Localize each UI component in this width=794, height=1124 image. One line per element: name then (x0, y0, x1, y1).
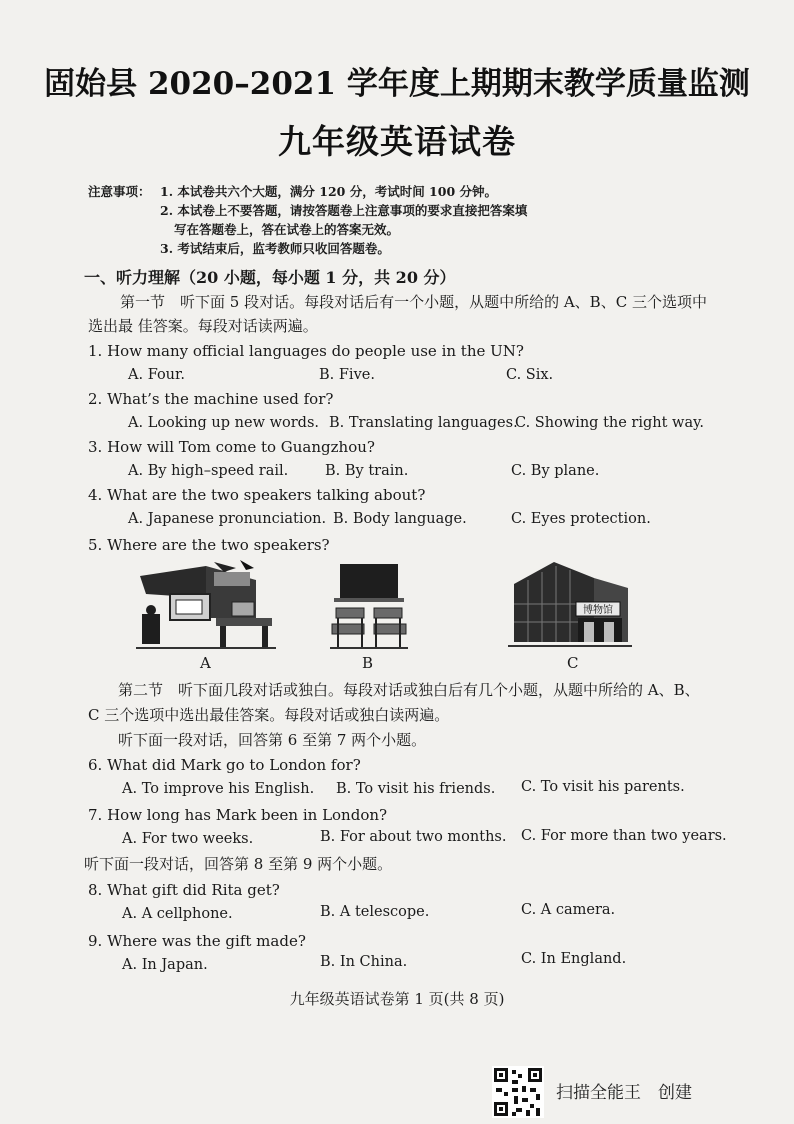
option-6a: A. To improve his English. (122, 781, 315, 797)
question-2: 2. What’s the machine used for? (88, 390, 334, 408)
museum-illustration (508, 558, 632, 650)
question-6: 6. What did Mark go to London for? (88, 756, 361, 774)
exam-title: 固始县 2020–2021 学年度上期期末教学质量监测 (44, 66, 750, 102)
option-3c: C. By plane. (511, 463, 600, 479)
option-4c: C. Eyes protection. (511, 511, 651, 527)
option-4b: B. Body language. (333, 511, 467, 527)
option-6c: C. To visit his parents. (521, 779, 685, 795)
option-8c: C. A camera. (521, 902, 616, 918)
picture-label-b: B (362, 654, 374, 672)
option-3b: B. By train. (325, 463, 409, 479)
instruction-q6-q7: 听下面一段对话，回答第 6 至第 7 两个小题。 (118, 731, 427, 749)
option-3a: A. By high–speed rail. (128, 463, 289, 479)
option-1b: B. Five. (319, 367, 375, 383)
part1-instruction-line1: 第一节 听下面 5 段对话。每段对话后有一个小题，从题中所给的 A、B、C 三个选项中 (120, 293, 707, 311)
exam-subtitle: 九年级英语试卷 (278, 122, 516, 161)
question-9: 9. Where was the gift made? (88, 932, 306, 950)
option-9b: B. In China. (320, 954, 408, 970)
option-8b: B. A telescope. (320, 904, 430, 920)
section-title: 一、听力理解（20 小题，每小题 1 分，共 20 分） (84, 268, 456, 287)
note-item: 1. 本试卷共六个大题，满分 120 分，考试时间 100 分钟。 (160, 184, 497, 199)
option-7a: A. For two weeks. (122, 831, 254, 847)
option-4a: A. Japanese pronunciation. (128, 511, 327, 527)
note-item: 写在答题卷上，答在试卷上的答案无效。 (174, 222, 400, 237)
option-1a: A. Four. (128, 367, 185, 383)
option-2c: C. Showing the right way. (515, 415, 704, 431)
part2-instruction-line2: C 三个选项中选出最佳答案。每段对话或独白读两遍。 (88, 706, 450, 724)
scanner-watermark: 扫描全能王 创建 (556, 1083, 692, 1103)
option-9a: A. In Japan. (122, 957, 208, 973)
note-item: 3. 考试结束后，监考教师只收回答题卷。 (160, 241, 390, 256)
note-item: 2. 本试卷上不要答题，请按答题卷上注意事项的要求直接把答案填 (160, 203, 528, 218)
question-4: 4. What are the two speakers talking about? (88, 486, 426, 504)
notes-label: 注意事项： (88, 184, 151, 199)
question-7: 7. How long has Mark been in London? (88, 806, 388, 824)
page-footer: 九年级英语试卷第 1 页(共 8 页) (289, 990, 505, 1008)
question-8: 8. What gift did Rita get? (88, 881, 280, 899)
picture-label-c: C (567, 654, 579, 672)
option-7c: C. For more than two years. (521, 828, 727, 844)
part1-instruction-line2: 选出最 佳答案。每段对话读两遍。 (88, 317, 318, 335)
museum-sign-text: 博物馆 (583, 605, 613, 616)
question-1: 1. How many official languages do people use in the UN? (88, 342, 524, 360)
option-2b: B. Translating languages. (329, 415, 518, 431)
option-2a: A. Looking up new words. (128, 415, 320, 431)
question-3: 3. How will Tom come to Guangzhou? (88, 438, 375, 456)
part2-instruction-line1: 第二节 听下面几段对话或独白。每段对话或独白后有几个小题，从题中所给的 A、B、 (118, 681, 700, 699)
option-7b: B. For about two months. (320, 829, 507, 845)
option-6b: B. To visit his friends. (336, 781, 496, 797)
option-9c: C. In England. (521, 951, 627, 967)
question-5: 5. Where are the two speakers? (88, 536, 330, 554)
notes-block (88, 182, 694, 258)
option-8a: A. A cellphone. (122, 906, 233, 922)
airport-illustration (136, 558, 276, 650)
picture-label-a: A (200, 654, 211, 672)
classroom-illustration (330, 558, 408, 650)
qr-code-icon (492, 1066, 544, 1118)
option-1c: C. Six. (506, 367, 554, 383)
instruction-q8-q9: 听下面一段对话，回答第 8 至第 9 两个小题。 (84, 855, 393, 873)
